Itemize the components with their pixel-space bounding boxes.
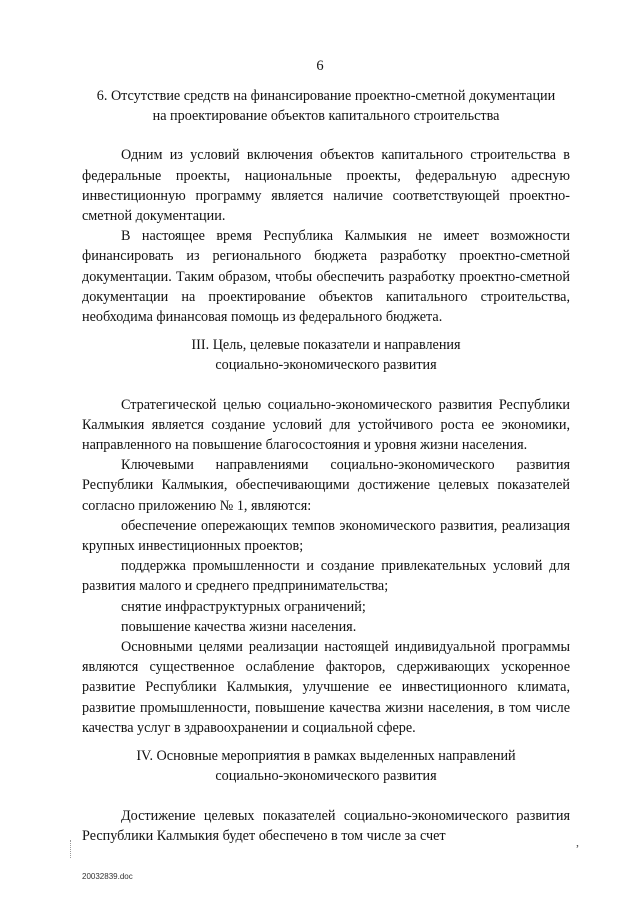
section-4-paragraph-1: Достижение целевых показателей социально-экономического развития Республики Калмыкия будет обеспечено в том числе за счет [82, 807, 570, 844]
section-3-list-item-3: снятие инфраструктурных ограничений; [121, 598, 366, 615]
section-3-list-item-2: поддержка промышленности и создание привлекательных условий для развития малого и среднего предпринимательства; [82, 558, 570, 595]
section-3-list-item-4: повышение качества жизни населения. [121, 618, 357, 635]
section-6-heading-line-2: на проектирование объектов капитального строительства [152, 108, 500, 125]
document-file-reference: 20032839.doc [82, 872, 133, 881]
section-3-paragraph-goal: Стратегической целью социально-экономического развития Республики Калмыкия является создание условий для устойчивого роста ее экономики, направленного на повышение благосостояния и уровня жизни населения. [82, 396, 570, 454]
section-3-paragraph-objectives: Основными целями реализации настоящей индивидуальной программы являются существенное ослабление факторов, сдерживающих ускоренное развитие Республики Калмыкия, улучшение ее инвестиционного климата, развитие промышленности, повышение качества жизни населения, в том числе качества услуг в здравоохранении и социальной сфере. [82, 639, 570, 736]
section-6-paragraph-1: Одним из условий включения объектов капитального строительства в федеральные проекты, национальные проекты, федеральную адресную инвестиционную программу является наличие соответствующей проектно-сметной документации. [82, 147, 570, 225]
section-4-heading-line-1: IV. Основные мероприятия в рамках выделенных направлений [136, 748, 516, 765]
page-number: 6 [316, 58, 324, 74]
margin-dots [70, 840, 72, 858]
section-3-list-item-1: обеспечение опережающих темпов экономического развития, реализация крупных инвестиционных проектов; [82, 517, 570, 555]
section-6-heading-line-1: 6. Отсутствие средств на финансирование проектно-сметной документации [96, 88, 556, 104]
section-3-heading-line-1: III. Цель, целевые показатели и направления [191, 337, 461, 354]
document-body [82, 86, 570, 846]
section-3-paragraph-directions: Ключевыми направлениями социально-экономического развития Республики Калмыкия, обеспечивающими достижение целевых показателей согласно приложению № 1, являются: [82, 457, 570, 514]
section-6-paragraph-2: В настоящее время Республика Калмыкия не имеет возможности финансировать из регионального бюджета разработку проектно-сметной документации. Таким образом, чтобы обеспечить разработку проектно-сметной документации на проектирование объектов капитального строительства, необходима финансовая помощь из федерального бюджета. [82, 228, 570, 326]
section-4-heading [82, 746, 570, 786]
section-3-heading [82, 335, 570, 375]
stray-mark: , [576, 835, 579, 849]
section-3-heading-line-2: социально-экономического развития [215, 357, 437, 374]
section-4-heading-line-2: социально-экономического развития [215, 768, 437, 785]
section-6-heading [82, 86, 570, 126]
